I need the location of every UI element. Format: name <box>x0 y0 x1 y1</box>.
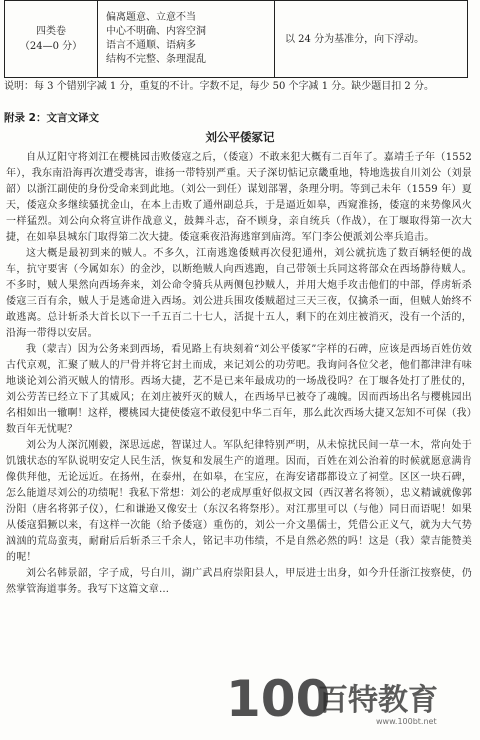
table-row <box>5 1 468 78</box>
category-name: 四类卷 <box>36 26 66 37</box>
criteria-item: 中心不明确、内容空洞 <box>106 26 206 37</box>
article-body <box>6 150 472 598</box>
scoring-note: 说明：每 3 个错别字减 1 分，重复的不计。字数不足，每少 50 个字减 1 分。缺少题目扣 2 分。 <box>4 81 434 92</box>
paragraph: 刘公名韩景韶，字子成，号白川，湖广武昌府崇阳县人，甲辰进士出身，如今升任浙江按察使，仍然掌管海道事务。我写下这篇文章… <box>6 568 472 595</box>
scoring-cell: 以 24 分为基准分，向下浮动。 <box>275 1 468 78</box>
watermark-number: 100 <box>226 670 331 726</box>
watermark-logo <box>226 664 456 726</box>
appendix-heading: 附录 2：文言文译文 <box>4 112 99 124</box>
category-cell <box>5 1 98 78</box>
paragraph: 这大概是最初到来的贼人。不多久，江南逃逸倭贼再次侵犯通州，刘公就抗选了数百辆轻便的战车，抗守要害（今属如东）的金沙，以断绝贼人向西逃跑，自己带领士兵同这将部众在西场静待贼人。不多时，贼人果然向西场奔来，刘公命令骑兵从两侧包抄贼人，并用大炮手攻击他们的中部，俘虏斩杀倭寇三百有余，贼人于是逃命进入西场。刘公进兵围攻倭贼超过三天三夜，仅擒杀一面，但贼人始终不敢逃离。总计斩杀大首长以下一千五百二十七人，活捉十五人，剩下的在刘庄被消灭，没有一个活的，沿海一带得以安居。 <box>6 248 472 339</box>
watermark-url: www.100bt.net <box>376 717 437 726</box>
criteria-item: 语言不通顺、语病多 <box>106 40 196 51</box>
grading-table <box>4 0 468 78</box>
criteria-item: 结构不完整、条理混乱 <box>106 54 206 65</box>
watermark-brand-text: 百特教育 <box>318 683 438 718</box>
paragraph: 我（蒙吉）因为公务来到西场，看见路上有块刻着“刘公平倭冢”字样的石碑，应该是西场百姓仿效古代京观，汇聚了贼人的尸骨并将它封土而成，来记刘公的功劳吧。我询问各位父老，他们都津津有味地谈论刘公消灭贼人的情形。西场大捷，艺不是已来年最成功的一场战役吗？在丁堰各处打了胜仗的，刘公劳苦已经立下了其威风；在刘庄被歼灭的贼人，在西场早已被夺了魂魄。因而西场出名与樱桃园出名相如出一辙啊！这样，樱桃园大捷使倭寇不敢侵犯中华二百年，那么此次西场大捷又怎知不可保（我）数百年无忧呢？ <box>6 344 472 435</box>
paragraph: 刘公为人深沉刚毅，深思远虑，智谋过人。军队纪律特别严明，从未惊扰民间一草一木，常向处于饥饿状态的军队说明安定人民生活，恢复和发展生产的道理。因而，百姓在刘公治着的时候就愿意满肯像供拜他，无论远近。在扬州，在泰州，在如皋，在宝应，在海安诸郡都设立了祠堂。区区一块石碑，怎么能道尽刘公的功绩呢！我私下常想：刘公的老成厚重好似叔文园（西汉著名将领），忠义精诚就像郭汾阳（唐名将郭子仪），仁和谦逊又像安士（东汉名将祭彤）。对江那里可以（与他）同日而语呢！如果从倭寇猖獗以来，有这样一次能（给予倭寇）重伤的，刘公一介文墨儒士，凭借公正义气，就为大气势汹汹的荒岛蛮夷，耐耐后后斩杀三千余人，铭记丰功伟绩，不是自然必然的吗！这是（我）蒙吉能赞美的呢！ <box>6 440 472 563</box>
criteria-item: 偏离题意、立意不当 <box>106 12 196 23</box>
article-title: 刘公平倭冢记 <box>205 130 275 144</box>
category-score-range: （24—0 分） <box>19 41 83 52</box>
criteria-cell <box>98 1 275 78</box>
paragraph: 自从辽阳守将刘江在樱桃园击败倭寇之后，（倭寇）不敢来犯大概有二百年了。嘉靖壬子年（1552 年），我东南沿海再次遭受毒害，谁扬一带特别严重。天子深切惦记京畿重地，特地选拔自川刘公（刘景韶）以浙江副使的身份受命来到此地。（刘公一到任）谋划部署，条理分明。等到己未年（1559 年）夏天，倭寇众多继续骚扰金山，在本上击败了通州副总兵，于是逼近如皋，西窥淮扬，倭寇的来势像风火一样猛烈。刘公向众将宣讲作战意义，鼓舞斗志，奋不顾身，亲自统兵（作战），在丁堰取得第一次大捷，在如皋县城东门取得第二次大捷。倭寇乘夜沿海逃窜到庙湾。军门李公便派刘公率兵追击。 <box>6 152 472 243</box>
